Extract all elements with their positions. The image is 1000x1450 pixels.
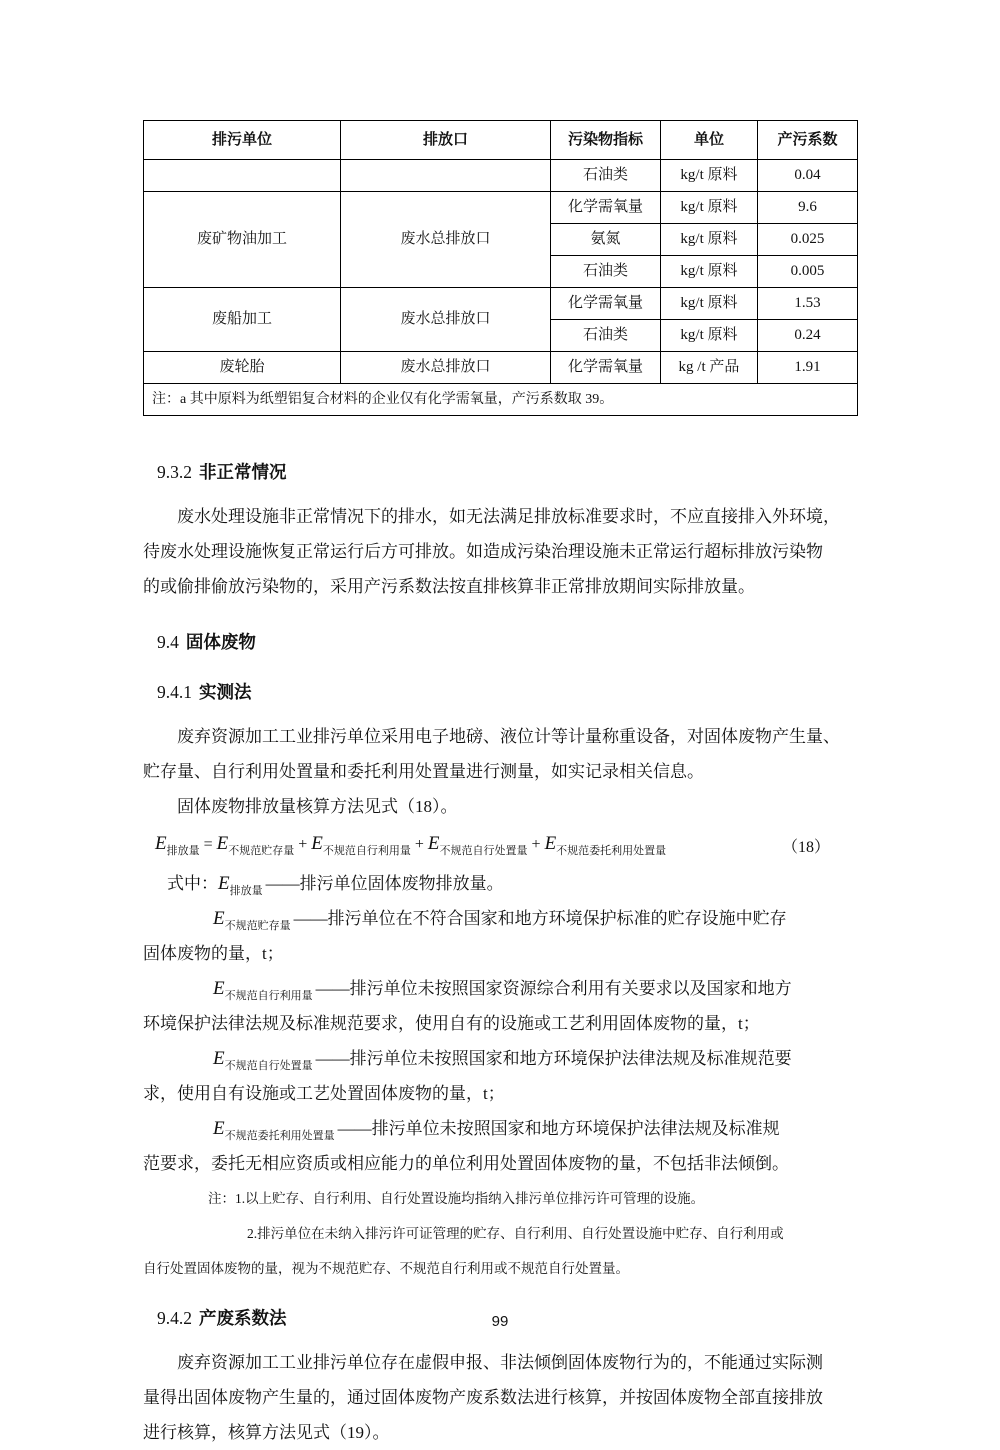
definition-line xyxy=(143,1041,858,1076)
section-title: 固体废物 xyxy=(185,632,256,652)
definition-text: 排污单位未按照国家和地方环境保护法律法规及标准规范要 xyxy=(349,1049,792,1068)
cell-pollutant: 石油类 xyxy=(550,160,660,192)
cell-measure-unit: kg/t 原料 xyxy=(660,256,757,288)
em-dash: —— xyxy=(315,979,350,998)
cell-unit: 废矿物油加工 xyxy=(144,192,341,288)
variable-subscript: 不规范贮存量 xyxy=(224,920,291,932)
variable-subscript: 不规范贮存量 xyxy=(228,845,295,857)
cell-coefficient: 0.005 xyxy=(758,256,858,288)
definition-line xyxy=(143,901,858,936)
variable-E: E xyxy=(427,833,440,854)
where-text: 排污单位固体废物排放量。 xyxy=(299,874,504,893)
variable-subscript: 不规范自行利用量 xyxy=(224,990,313,1002)
cell-measure-unit: kg/t 原料 xyxy=(660,320,757,352)
equation-18 xyxy=(143,824,858,866)
equation-term xyxy=(213,908,291,932)
equation-term xyxy=(213,1118,335,1142)
variable-E: E xyxy=(544,833,557,854)
em-dash: —— xyxy=(293,909,328,928)
table-row xyxy=(144,288,858,320)
section-heading-932 xyxy=(143,460,858,484)
equation-term xyxy=(213,978,313,1002)
paragraph-line: 进行核算，核算方法见式（19）。 xyxy=(143,1423,390,1442)
paragraph-line: 废水处理设施非正常情况下的排水，如无法满足排放标准要求时，不应直接排入外环境， xyxy=(177,507,840,526)
section-number: 9.4.1 xyxy=(157,682,192,702)
variable-subscript: 不规范自行利用量 xyxy=(322,845,411,857)
variable-E: E xyxy=(213,1048,225,1069)
paragraph-line: 待废水处理设施恢复正常运行后方可排放。如造成污染治理设施未正常运行超标排放污染物 xyxy=(143,542,823,561)
note-line: 自行处置固体废物的量，视为不规范贮存、不规范自行利用或不规范自行处置量。 xyxy=(143,1261,629,1276)
definition-line: 范要求，委托无相应资质或相应能力的单位利用处置固体废物的量，不包括非法倾倒。 xyxy=(143,1154,789,1173)
definition-line: 环境保护法律法规及标准规范要求，使用自有的设施或工艺利用固体废物的量，t； xyxy=(143,1014,760,1033)
variable-subscript: 不规范委托利用处置量 xyxy=(556,845,667,857)
cell-coefficient: 0.025 xyxy=(758,224,858,256)
notes-block xyxy=(143,1181,858,1286)
section-title: 实测法 xyxy=(199,682,252,702)
where-label: 式中： xyxy=(167,874,218,893)
table-row xyxy=(144,352,858,384)
paragraph-line: 废弃资源加工工业排污单位采用电子地磅、液位计等计量称重设备，对固体废物产生量、 xyxy=(177,727,840,746)
header-coefficient: 产污系数 xyxy=(758,121,858,160)
formula-intro-line: 固体废物排放量核算方法见式（18）。 xyxy=(177,797,458,816)
equation-term xyxy=(218,873,263,897)
equation-lhs xyxy=(155,833,200,857)
header-unit: 单位 xyxy=(660,121,757,160)
note-line: 注：1.以上贮存、自行利用、自行处置设施均指纳入排污单位排污许可管理的设施。 xyxy=(208,1191,705,1206)
variable-subscript: 排放量 xyxy=(229,885,263,897)
table-row xyxy=(144,192,858,224)
variable-subscript: 不规范自行处置量 xyxy=(224,1060,313,1072)
paragraph-line: 废弃资源加工工业排污单位存在虚假申报、非法倾倒固体废物行为的，不能通过实际测 xyxy=(177,1353,823,1372)
cell-coefficient: 0.04 xyxy=(758,160,858,192)
cell-unit: 废船加工 xyxy=(144,288,341,352)
em-dash: —— xyxy=(265,874,300,893)
variable-E: E xyxy=(216,833,229,854)
cell-pollutant: 石油类 xyxy=(550,256,660,288)
em-dash: —— xyxy=(315,1049,350,1068)
header-pollutant-indicator: 污染物指标 xyxy=(550,121,660,160)
cell-pollutant: 氨氮 xyxy=(550,224,660,256)
definition-list xyxy=(143,901,858,1181)
variable-subscript: 不规范自行处置量 xyxy=(439,845,528,857)
table-note-row xyxy=(144,384,858,416)
cell-unit xyxy=(144,160,341,192)
plus-sign: + xyxy=(298,836,308,853)
variable-subscript: 不规范委托利用处置量 xyxy=(224,1130,335,1142)
section-title: 非正常情况 xyxy=(199,462,287,482)
pollutant-coefficient-table xyxy=(143,120,858,416)
definition-text: 排污单位在不符合国家和地方环境保护标准的贮存设施中贮存 xyxy=(327,909,787,928)
paragraph-941 xyxy=(143,719,858,824)
variable-E: E xyxy=(213,978,225,999)
equals-sign: = xyxy=(203,836,213,853)
cell-pollutant: 石油类 xyxy=(550,320,660,352)
header-discharge-unit: 排污单位 xyxy=(144,121,341,160)
cell-outlet: 废水总排放口 xyxy=(341,192,551,288)
plus-sign: + xyxy=(414,836,424,853)
definition-text: 排污单位未按照国家资源综合利用有关要求以及国家和地方 xyxy=(349,979,792,998)
table-header-row xyxy=(144,121,858,160)
section-title: 产废系数法 xyxy=(199,1308,287,1328)
section-number: 9.3.2 xyxy=(157,462,192,482)
definition-line xyxy=(143,971,858,1006)
note-line: 2.排污单位在未纳入排污许可证管理的贮存、自行利用、自行处置设施中贮存、自行利用或 xyxy=(247,1226,784,1241)
definition-line: 求，使用自有设施或工艺处置固体废物的量，t； xyxy=(143,1084,505,1103)
cell-outlet: 废水总排放口 xyxy=(341,352,551,384)
page-number: 99 xyxy=(491,1313,509,1330)
cell-outlet: 废水总排放口 xyxy=(341,288,551,352)
cell-pollutant: 化学需氧量 xyxy=(550,352,660,384)
definition-item xyxy=(143,971,858,1041)
definition-item xyxy=(143,901,858,971)
definition-line: 固体废物的量，t； xyxy=(143,944,284,963)
em-dash: —— xyxy=(337,1119,372,1138)
equation-number: （18） xyxy=(781,838,830,856)
cell-measure-unit: kg/t 原料 xyxy=(660,224,757,256)
equation-term xyxy=(213,1048,313,1072)
cell-measure-unit: kg/t 原料 xyxy=(660,192,757,224)
definition-item xyxy=(143,1041,858,1111)
variable-E: E xyxy=(213,908,225,929)
variable-E: E xyxy=(213,1118,225,1139)
definition-line xyxy=(143,1111,858,1146)
equation-term xyxy=(217,833,295,857)
plus-sign: + xyxy=(531,836,541,853)
cell-coefficient: 9.6 xyxy=(758,192,858,224)
section-number: 9.4 xyxy=(157,632,179,652)
cell-unit: 废轮胎 xyxy=(144,352,341,384)
cell-outlet xyxy=(341,160,551,192)
cell-coefficient: 1.91 xyxy=(758,352,858,384)
paragraph-line: 贮存量、自行利用处置量和委托利用处置量进行测量，如实记录相关信息。 xyxy=(143,762,704,781)
equation-term xyxy=(545,833,667,857)
variable-E: E xyxy=(155,833,167,854)
variable-E: E xyxy=(218,873,230,894)
paragraph-932 xyxy=(143,499,858,604)
where-clause xyxy=(143,866,858,901)
cell-pollutant: 化学需氧量 xyxy=(550,192,660,224)
table-footnote: 注：a 其中原料为纸塑铝复合材料的企业仅有化学需氧量，产污系数取 39。 xyxy=(144,384,858,416)
section-heading-94 xyxy=(143,630,858,654)
cell-pollutant: 化学需氧量 xyxy=(550,288,660,320)
paragraph-942 xyxy=(143,1345,858,1450)
variable-subscript: 排放量 xyxy=(166,845,200,857)
section-number: 9.4.2 xyxy=(157,1308,192,1328)
paragraph-line: 的或偷排偷放污染物的，采用产污系数法按直排核算非正常排放期间实际排放量。 xyxy=(143,577,755,596)
equation-term xyxy=(428,833,528,857)
cell-measure-unit: kg/t 原料 xyxy=(660,160,757,192)
table-row xyxy=(144,160,858,192)
cell-coefficient: 1.53 xyxy=(758,288,858,320)
header-outlet: 排放口 xyxy=(341,121,551,160)
equation-term xyxy=(311,833,411,857)
cell-measure-unit: kg/t 原料 xyxy=(660,288,757,320)
cell-measure-unit: kg /t 产品 xyxy=(660,352,757,384)
section-heading-941 xyxy=(143,680,858,704)
paragraph-line: 量得出固体废物产生量的，通过固体废物产废系数法进行核算，并按固体废物全部直接排放 xyxy=(143,1388,823,1407)
cell-coefficient: 0.24 xyxy=(758,320,858,352)
variable-E: E xyxy=(311,833,323,854)
definition-text: 排污单位未按照国家和地方环境保护法律法规及标准规 xyxy=(371,1119,780,1138)
definition-item xyxy=(143,1111,858,1181)
